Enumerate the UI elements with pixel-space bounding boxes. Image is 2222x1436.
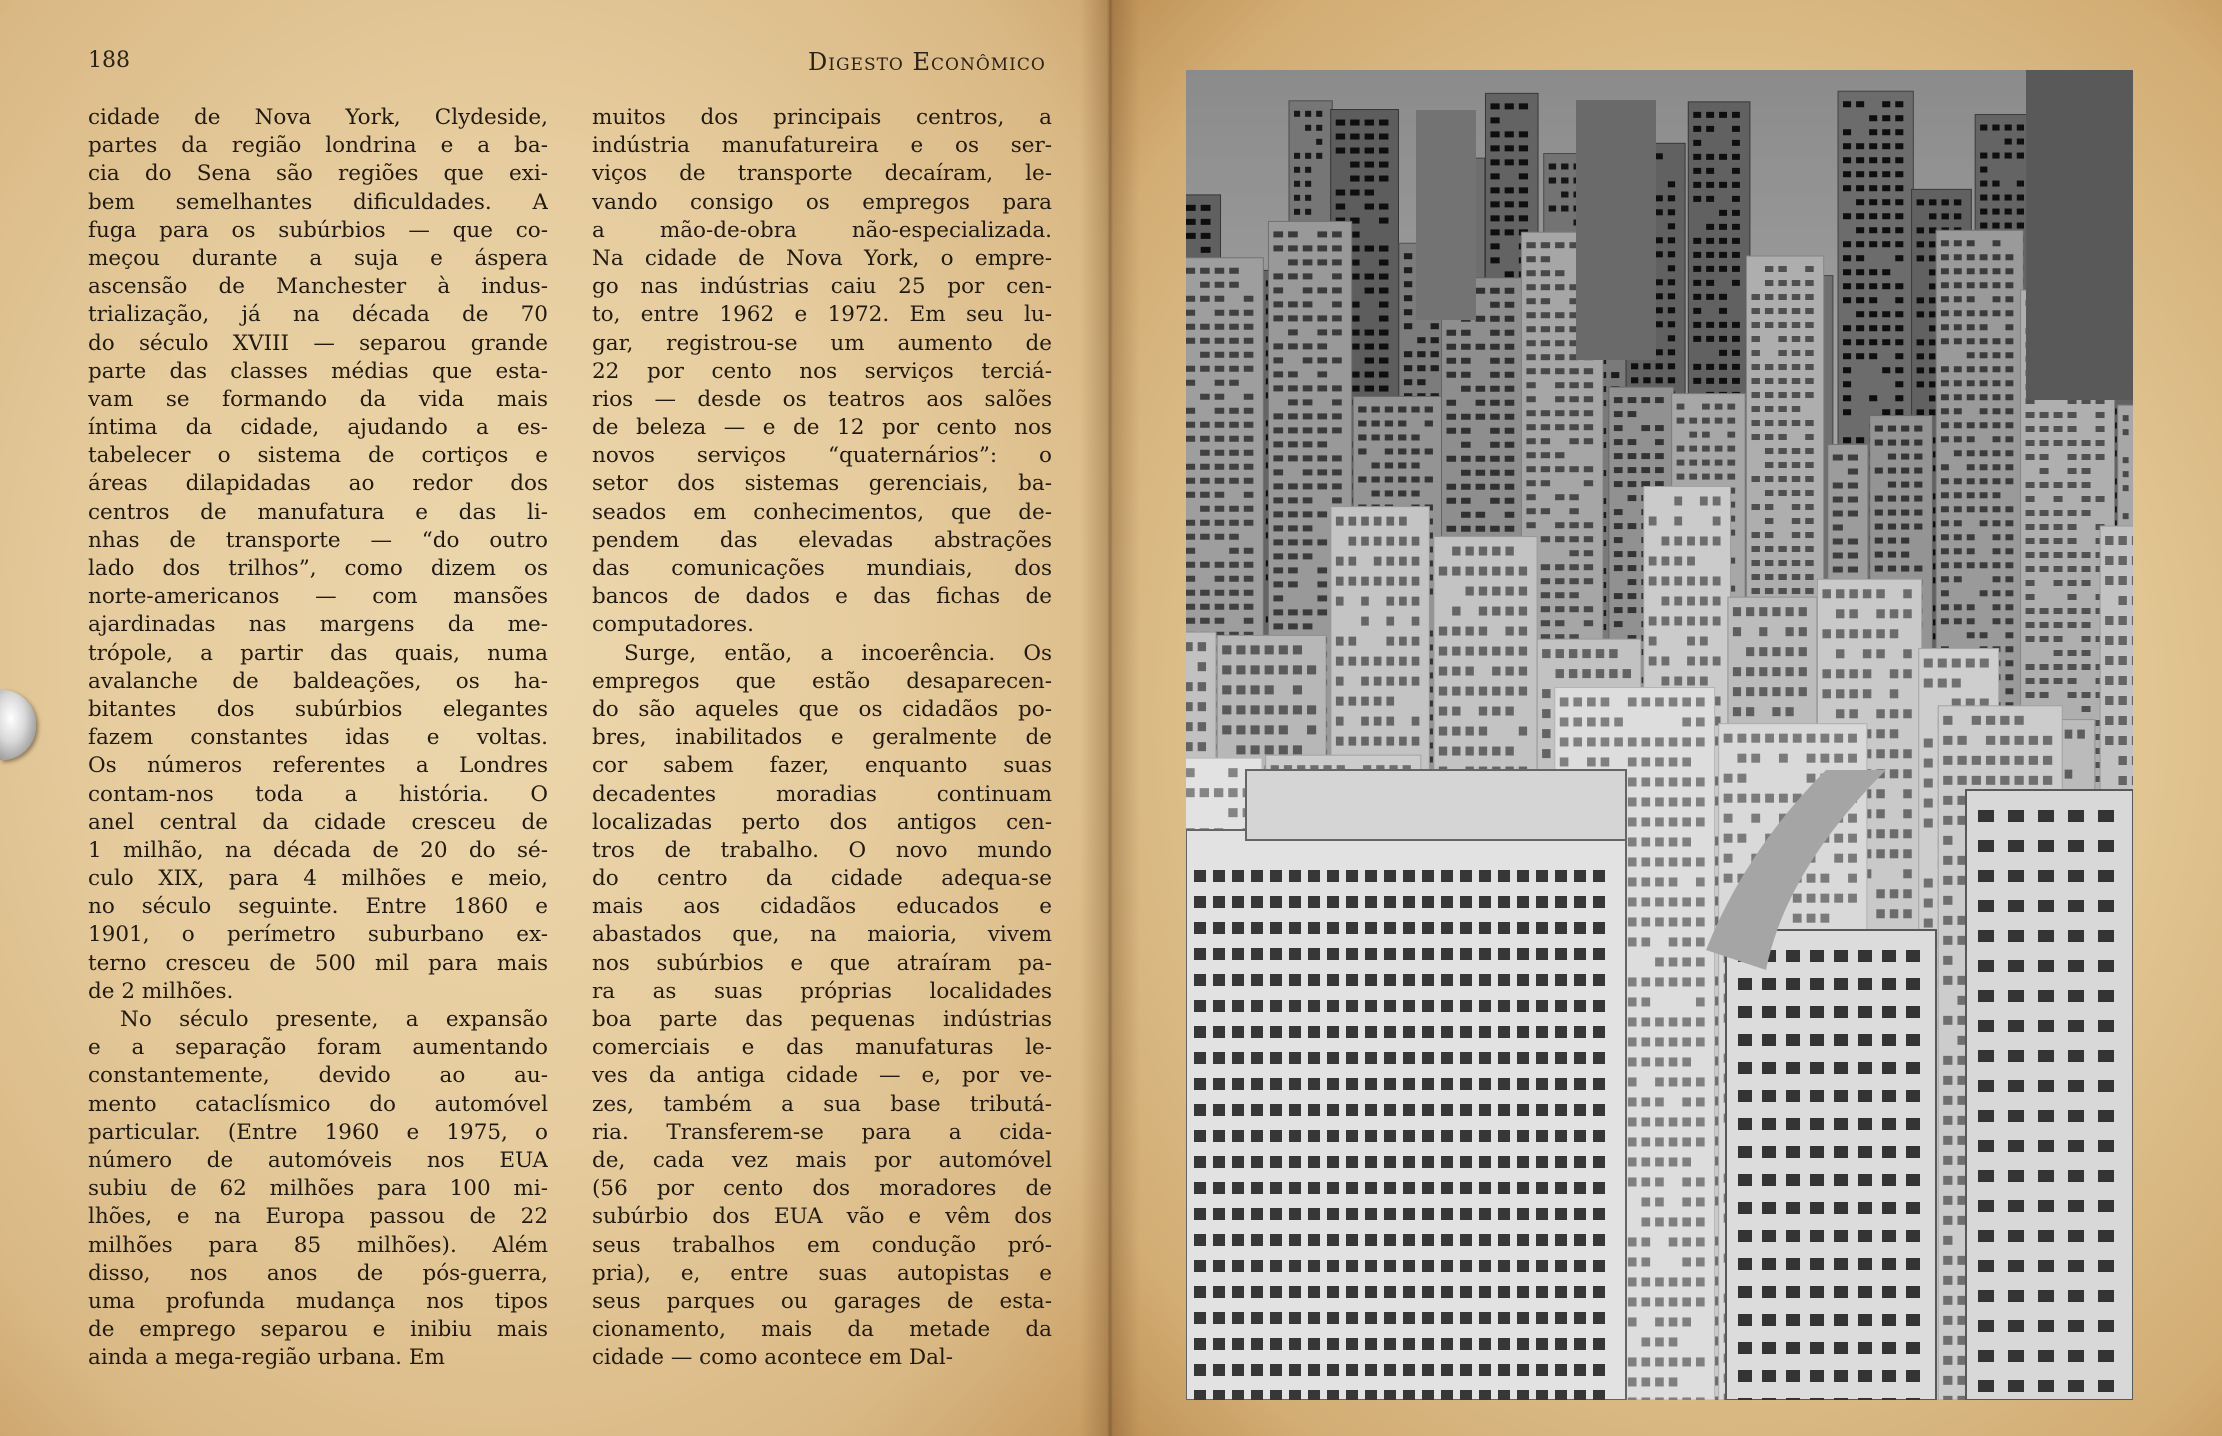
text-line: abastados que, na maioria, vivem	[592, 922, 1052, 948]
text-line: bem semelhantes dificuldades. A	[88, 189, 548, 215]
text-line: trópole, a partir das quais, numa	[88, 640, 548, 666]
text-line: lhões, e na Europa passou de 22	[88, 1204, 548, 1230]
text-line: ves da antiga cidade — e, por ve-	[592, 1063, 1052, 1089]
text-line: localizadas perto dos antigos cen-	[592, 809, 1052, 835]
text-line: constantemente, devido ao au-	[88, 1063, 548, 1089]
text-line: mento cataclísmico do automóvel	[88, 1091, 548, 1117]
text-line: 1 milhão, na década de 20 do sé-	[88, 837, 548, 863]
text-line: disso, nos anos de pós-guerra,	[88, 1260, 548, 1286]
text-line: cionamento, mais da metade da	[592, 1317, 1052, 1343]
text-line: comerciais e das manufaturas le-	[592, 1035, 1052, 1061]
text-line: meçou durante a suja e áspera	[88, 245, 548, 271]
text-line: indústria manufatureira e os ser-	[592, 133, 1052, 159]
text-line: nos subúrbios e que atraíram pa-	[592, 950, 1052, 976]
text-line: de 2 milhões.	[88, 978, 234, 1004]
text-line: culo XIX, para 4 milhões e meio,	[88, 866, 548, 892]
city-skyline-image	[1186, 70, 2133, 1400]
text-line: vando consigo os empregos para	[592, 189, 1052, 215]
text-line: vam se formando da vida mais	[88, 386, 548, 412]
city-photograph	[1186, 70, 2133, 1400]
text-line: número de automóveis nos EUA	[88, 1147, 548, 1173]
text-line: cidade — como acontece em Dal-	[592, 1345, 954, 1371]
text-line: novos serviços “quaternários”: o	[592, 443, 1052, 469]
text-line: nhas de transporte — “do outro	[88, 527, 548, 553]
text-line: seados em conhecimentos, que de-	[592, 499, 1052, 525]
text-line: bancos de dados e das fichas de	[592, 584, 1052, 610]
text-line: partes da região londrina e a ba-	[88, 133, 548, 159]
text-line: de beleza — e de 12 por cento nos	[592, 415, 1052, 441]
text-line: ascensão de Manchester à indus-	[88, 274, 548, 300]
text-line: zes, também a sua base tributá-	[592, 1091, 1052, 1117]
text-line: muitos dos principais centros, a	[592, 105, 1052, 130]
text-line: do centro da cidade adequa-se	[592, 866, 1052, 892]
text-line: viços de transporte decaíram, le-	[592, 161, 1052, 187]
text-line: ra as suas próprias localidades	[592, 978, 1052, 1004]
text-line: uma profunda mudança nos tipos	[88, 1288, 548, 1314]
text-line: computadores.	[592, 612, 755, 638]
text-line: ainda a mega-região urbana. Em	[88, 1345, 445, 1371]
text-line: fazem constantes idas e voltas.	[88, 725, 548, 751]
text-line: parte das classes médias que esta-	[88, 358, 548, 384]
text-line: cor sabem fazer, enquanto suas	[592, 753, 1052, 779]
text-line: 1901, o perímetro suburbano ex-	[88, 922, 548, 948]
text-line: No século presente, a expansão	[120, 1007, 548, 1032]
text-line: mais aos cidadãos educados e	[592, 894, 1052, 920]
text-line: tabelecer o sistema de cortiços e	[88, 443, 548, 469]
text-line: avalanche de baldeações, os ha-	[88, 668, 548, 694]
text-line: fuga para os subúrbios — que co-	[88, 217, 548, 243]
text-line: terno cresceu de 500 mil para mais	[88, 950, 548, 976]
text-line: decadentes moradias continuam	[592, 781, 1052, 807]
text-line: milhões para 85 milhões). Além	[88, 1232, 548, 1258]
running-title: Digesto Econômico	[808, 48, 1046, 76]
text-line: norte-americanos — com mansões	[88, 584, 548, 610]
text-line: pria), e, entre suas autopistas e	[592, 1260, 1052, 1286]
text-line: bres, inabilitados e geralmente de	[592, 725, 1052, 751]
text-line: trialização, já na década de 70	[88, 302, 548, 328]
text-line: das comunicações mundiais, dos	[592, 556, 1052, 581]
text-line: particular. (Entre 1960 e 1975, o	[88, 1119, 548, 1145]
page-number: 188	[88, 48, 130, 73]
text-line: no século seguinte. Entre 1860 e	[88, 894, 548, 920]
text-line: setor dos sistemas gerenciais, ba-	[592, 471, 1052, 497]
book-gutter	[1080, 0, 1140, 1436]
text-line: gar, registrou-se um aumento de	[592, 330, 1052, 356]
text-line: rios — desde os teatros aos salões	[592, 386, 1052, 412]
text-line: ria. Transferem-se para a cida-	[592, 1119, 1052, 1145]
text-line: seus trabalhos em condução pró-	[592, 1232, 1052, 1258]
text-line: bitantes dos subúrbios elegantes	[88, 696, 548, 722]
text-line: contam-nos toda a história. O	[88, 781, 548, 807]
text-line: e a separação foram aumentando	[88, 1035, 548, 1061]
text-line: subiu de 62 milhões para 100 mi-	[88, 1176, 548, 1202]
text-line: subúrbio dos EUA vão e vêm dos	[592, 1204, 1052, 1230]
text-column-left	[88, 104, 548, 1372]
text-line: anel central da cidade cresceu de	[88, 809, 548, 835]
text-line: Surge, então, a incoerência. Os	[624, 640, 1052, 666]
text-line: pendem das elevadas abstrações	[592, 527, 1052, 553]
left-page	[0, 0, 1110, 1436]
text-line: Na cidade de Nova York, o empre-	[592, 245, 1052, 271]
text-line: tros de trabalho. O novo mundo	[592, 837, 1052, 863]
text-line: boa parte das pequenas indústrias	[592, 1007, 1052, 1032]
text-line: cidade de Nova York, Clydeside,	[88, 105, 548, 130]
text-column-right	[592, 104, 1052, 1372]
text-line: de emprego separou e inibiu mais	[88, 1317, 548, 1343]
text-line: íntima da cidade, ajudando a es-	[88, 415, 548, 441]
text-line: 22 por cento nos serviços terciá-	[592, 358, 1052, 384]
text-line: centros de manufatura e das li-	[88, 499, 548, 525]
text-line: go nas indústrias caiu 25 por cen-	[592, 274, 1052, 300]
text-line: Os números referentes a Londres	[88, 753, 548, 779]
text-line: de, cada vez mais por automóvel	[592, 1147, 1052, 1173]
text-line: (56 por cento dos moradores de	[592, 1176, 1052, 1202]
text-line: ajardinadas nas margens da me-	[88, 612, 548, 638]
text-line: seus parques ou garages de esta-	[592, 1288, 1052, 1314]
text-line: lado dos trilhos”, como dizem os	[88, 556, 548, 581]
text-line: áreas dilapidadas ao redor dos	[88, 471, 548, 497]
text-line: do são aqueles que os cidadãos po-	[592, 696, 1052, 722]
text-line: do século XVIII — separou grande	[88, 330, 548, 356]
text-line: cia do Sena são regiões que exi-	[88, 161, 548, 187]
text-line: a mão-de-obra não-especializada.	[592, 217, 1052, 243]
binding-staple	[0, 690, 36, 760]
text-line: to, entre 1962 e 1972. Em seu lu-	[592, 302, 1052, 328]
text-line: empregos que estão desaparecen-	[592, 668, 1052, 694]
